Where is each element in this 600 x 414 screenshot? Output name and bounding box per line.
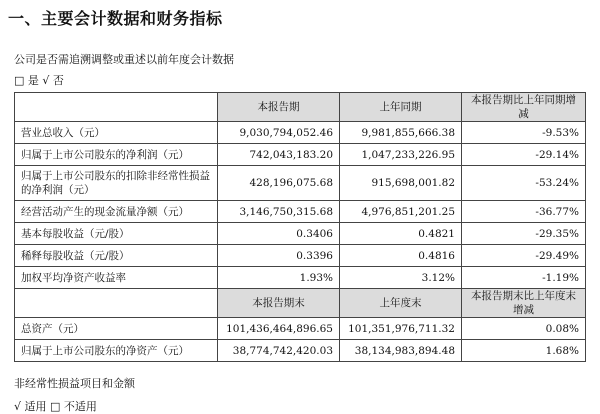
current-value: 38,774,742,420.03 <box>218 340 340 362</box>
section-heading: 一、主要会计数据和财务指标 <box>8 9 223 28</box>
header-cell: 本报告期末 <box>218 289 340 318</box>
row-label: 归属于上市公司股东的扣除非经常性损益的净利润（元） <box>15 166 218 201</box>
prior-value: 0.4816 <box>340 245 462 267</box>
row-label: 稀释每股收益（元/股） <box>15 245 218 267</box>
table-row <box>15 340 586 362</box>
header-cell: 本报告期比上年同期增减 <box>462 93 586 122</box>
change-value: -29.49% <box>462 245 586 267</box>
change-value: 0.08% <box>462 318 586 340</box>
current-value: 1.93% <box>218 267 340 289</box>
table-row <box>15 223 586 245</box>
row-label: 加权平均净资产收益率 <box>15 267 218 289</box>
current-value: 101,436,464,896.65 <box>218 318 340 340</box>
non-recurring-items-note: 非经常性损益项目和金额 <box>14 377 135 390</box>
table-row <box>15 144 586 166</box>
table-row <box>15 122 586 144</box>
row-label: 营业总收入（元） <box>15 122 218 144</box>
current-value: 3,146,750,315.68 <box>218 201 340 223</box>
restatement-answer: □ 是 √ 否 <box>14 74 64 87</box>
change-value: -29.35% <box>462 223 586 245</box>
table-row <box>15 245 586 267</box>
prior-value: 3.12% <box>340 267 462 289</box>
current-value: 742,043,183.20 <box>218 144 340 166</box>
header-cell: 上年度末 <box>340 289 462 318</box>
table-row <box>15 267 586 289</box>
restatement-question: 公司是否需追溯调整或重述以前年度会计数据 <box>14 53 234 66</box>
prior-value: 1,047,233,226.95 <box>340 144 462 166</box>
table-row <box>15 318 586 340</box>
table-row <box>15 201 586 223</box>
prior-value: 38,134,983,894.48 <box>340 340 462 362</box>
row-label: 经营活动产生的现金流量净额（元） <box>15 201 218 223</box>
header-cell: 本报告期末比上年度末增减 <box>462 289 586 318</box>
table-header-row <box>15 93 586 122</box>
change-value: -53.24% <box>462 166 586 201</box>
table-subheader-row <box>15 289 586 318</box>
prior-value: 4,976,851,201.25 <box>340 201 462 223</box>
header-cell <box>15 93 218 122</box>
row-label: 总资产（元） <box>15 318 218 340</box>
prior-value: 0.4821 <box>340 223 462 245</box>
row-label: 归属于上市公司股东的净资产（元） <box>15 340 218 362</box>
current-value: 428,196,075.68 <box>218 166 340 201</box>
row-label: 归属于上市公司股东的净利润（元） <box>15 144 218 166</box>
header-cell <box>15 289 218 318</box>
header-cell: 上年同期 <box>340 93 462 122</box>
change-value: -1.19% <box>462 267 586 289</box>
financial-data-table <box>14 92 586 362</box>
current-value: 0.3396 <box>218 245 340 267</box>
change-value: -29.14% <box>462 144 586 166</box>
applicability-options: √ 适用 □ 不适用 <box>14 400 97 413</box>
table-row <box>15 166 586 201</box>
change-value: -36.77% <box>462 201 586 223</box>
current-value: 9,030,794,052.46 <box>218 122 340 144</box>
row-label: 基本每股收益（元/股） <box>15 223 218 245</box>
change-value: 1.68% <box>462 340 586 362</box>
header-cell: 本报告期 <box>218 93 340 122</box>
current-value: 0.3406 <box>218 223 340 245</box>
prior-value: 915,698,001.82 <box>340 166 462 201</box>
prior-value: 101,351,976,711.32 <box>340 318 462 340</box>
prior-value: 9,981,855,666.38 <box>340 122 462 144</box>
change-value: -9.53% <box>462 122 586 144</box>
